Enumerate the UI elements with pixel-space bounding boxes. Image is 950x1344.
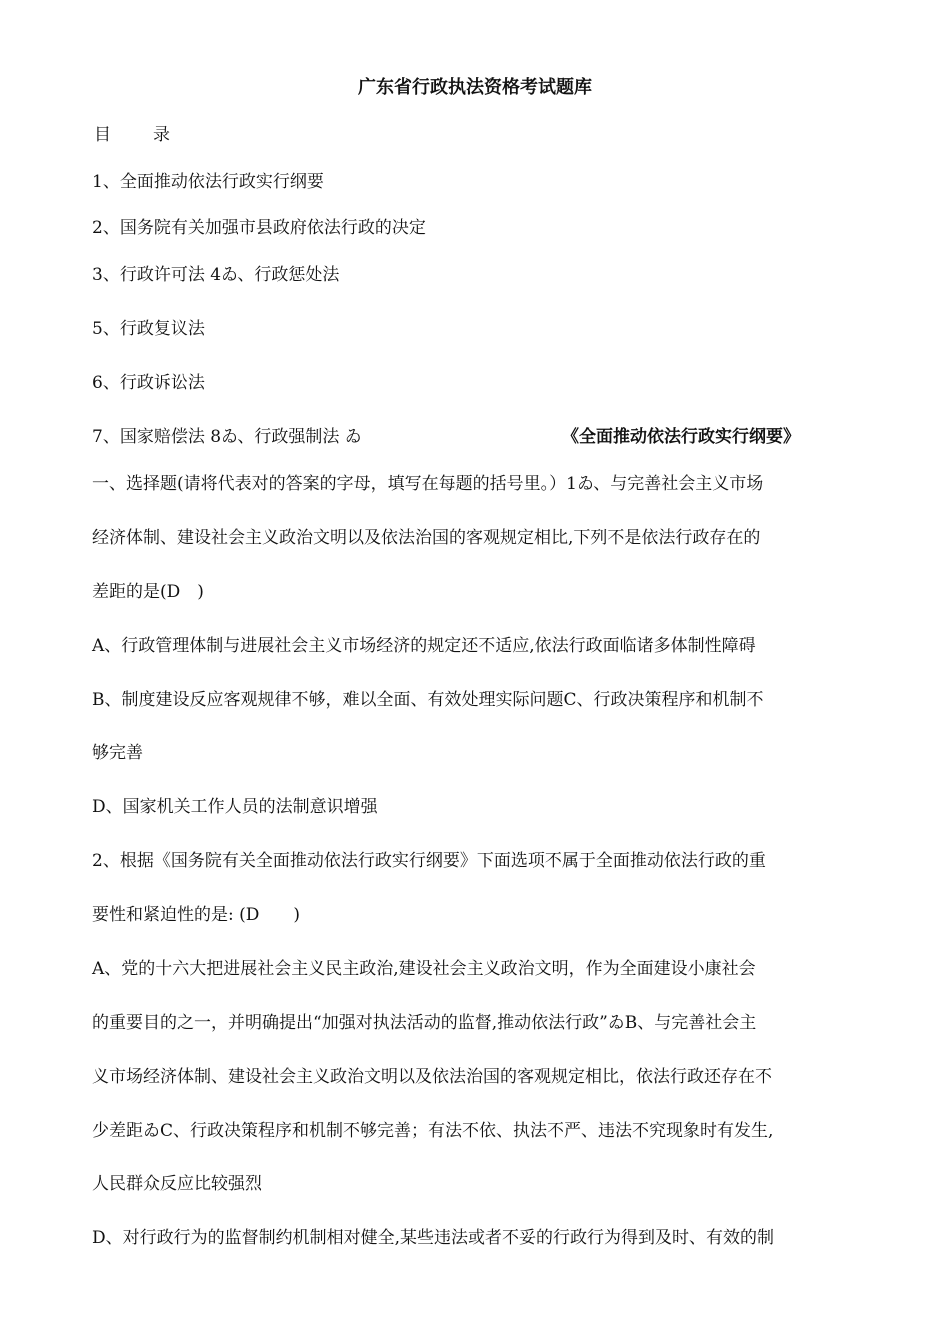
body-line: 义市场经济体制、建设社会主义政治文明以及依法治国的客观规定相比，依法行政还存在不 [92,1067,772,1087]
body-line: A、行政管理体制与进展社会主义市场经济的规定还不适应,依法行政面临诸多体制性障碍 [92,636,756,656]
toc-item: 1、全面推动依法行政实行纲要 [92,172,324,192]
body-line: 经济体制、建设社会主义政治文明以及依法治国的客观规定相比,下列不是依法行政存在的 [92,528,761,548]
toc-item: 6、行政诉讼法 [92,373,205,393]
toc-item: 2、国务院有关加强市县政府依法行政的决定 [92,218,426,238]
toc-heading [94,124,170,146]
body-line: 少差距ゐC、行政决策程序和机制不够完善；有法不依、执法不严、违法不究现象时有发生, [92,1121,774,1141]
body-line: 够完善 [92,743,143,763]
body-line: 一、选择题(请将代表对的答案的字母，填写在每题的括号里。）1ゐ、与完善社会主义市场 [92,474,764,494]
body-line: D、对行政行为的监督制约机制相对健全,某些违法或者不妥的行政行为得到及时、有效的制 [92,1228,775,1248]
toc-item: 5、行政复议法 [92,319,205,339]
body-line: 差距的是(D ) [92,582,204,602]
body-line: B、制度建设反应客观规律不够，难以全面、有效处理实际问题C、行政决策程序和机制不 [92,690,764,710]
body-line: 的重要目的之一，并明确提出“加强对执法活动的监督,推动依法行政”ゐB、与完善社会主 [92,1013,757,1033]
section-title: 《全面推动依法行政实行纲要》 [562,427,800,447]
body-line: 2、根据《国务院有关全面推动依法行政实行纲要》下面选项不属于全面推动依法行政的重 [92,851,766,871]
toc-heading-right: 录 [153,125,170,145]
document-title: 广东省行政执法资格考试题库 [358,77,592,98]
toc-item: 7、国家赔偿法 8ゐ、行政强制法 ゐ [92,427,362,447]
body-line: 要性和紧迫性的是: (D ) [92,905,301,925]
toc-item: 3、行政许可法 4ゐ、行政惩处法 [92,265,340,285]
body-line: D、国家机关工作人员的法制意识增强 [92,797,378,817]
body-line: A、党的十六大把进展社会主义民主政治,建设社会主义政治文明，作为全面建设小康社会 [92,959,756,979]
toc-heading-left: 目 [94,125,111,145]
body-line: 人民群众反应比较强烈 [92,1174,262,1194]
